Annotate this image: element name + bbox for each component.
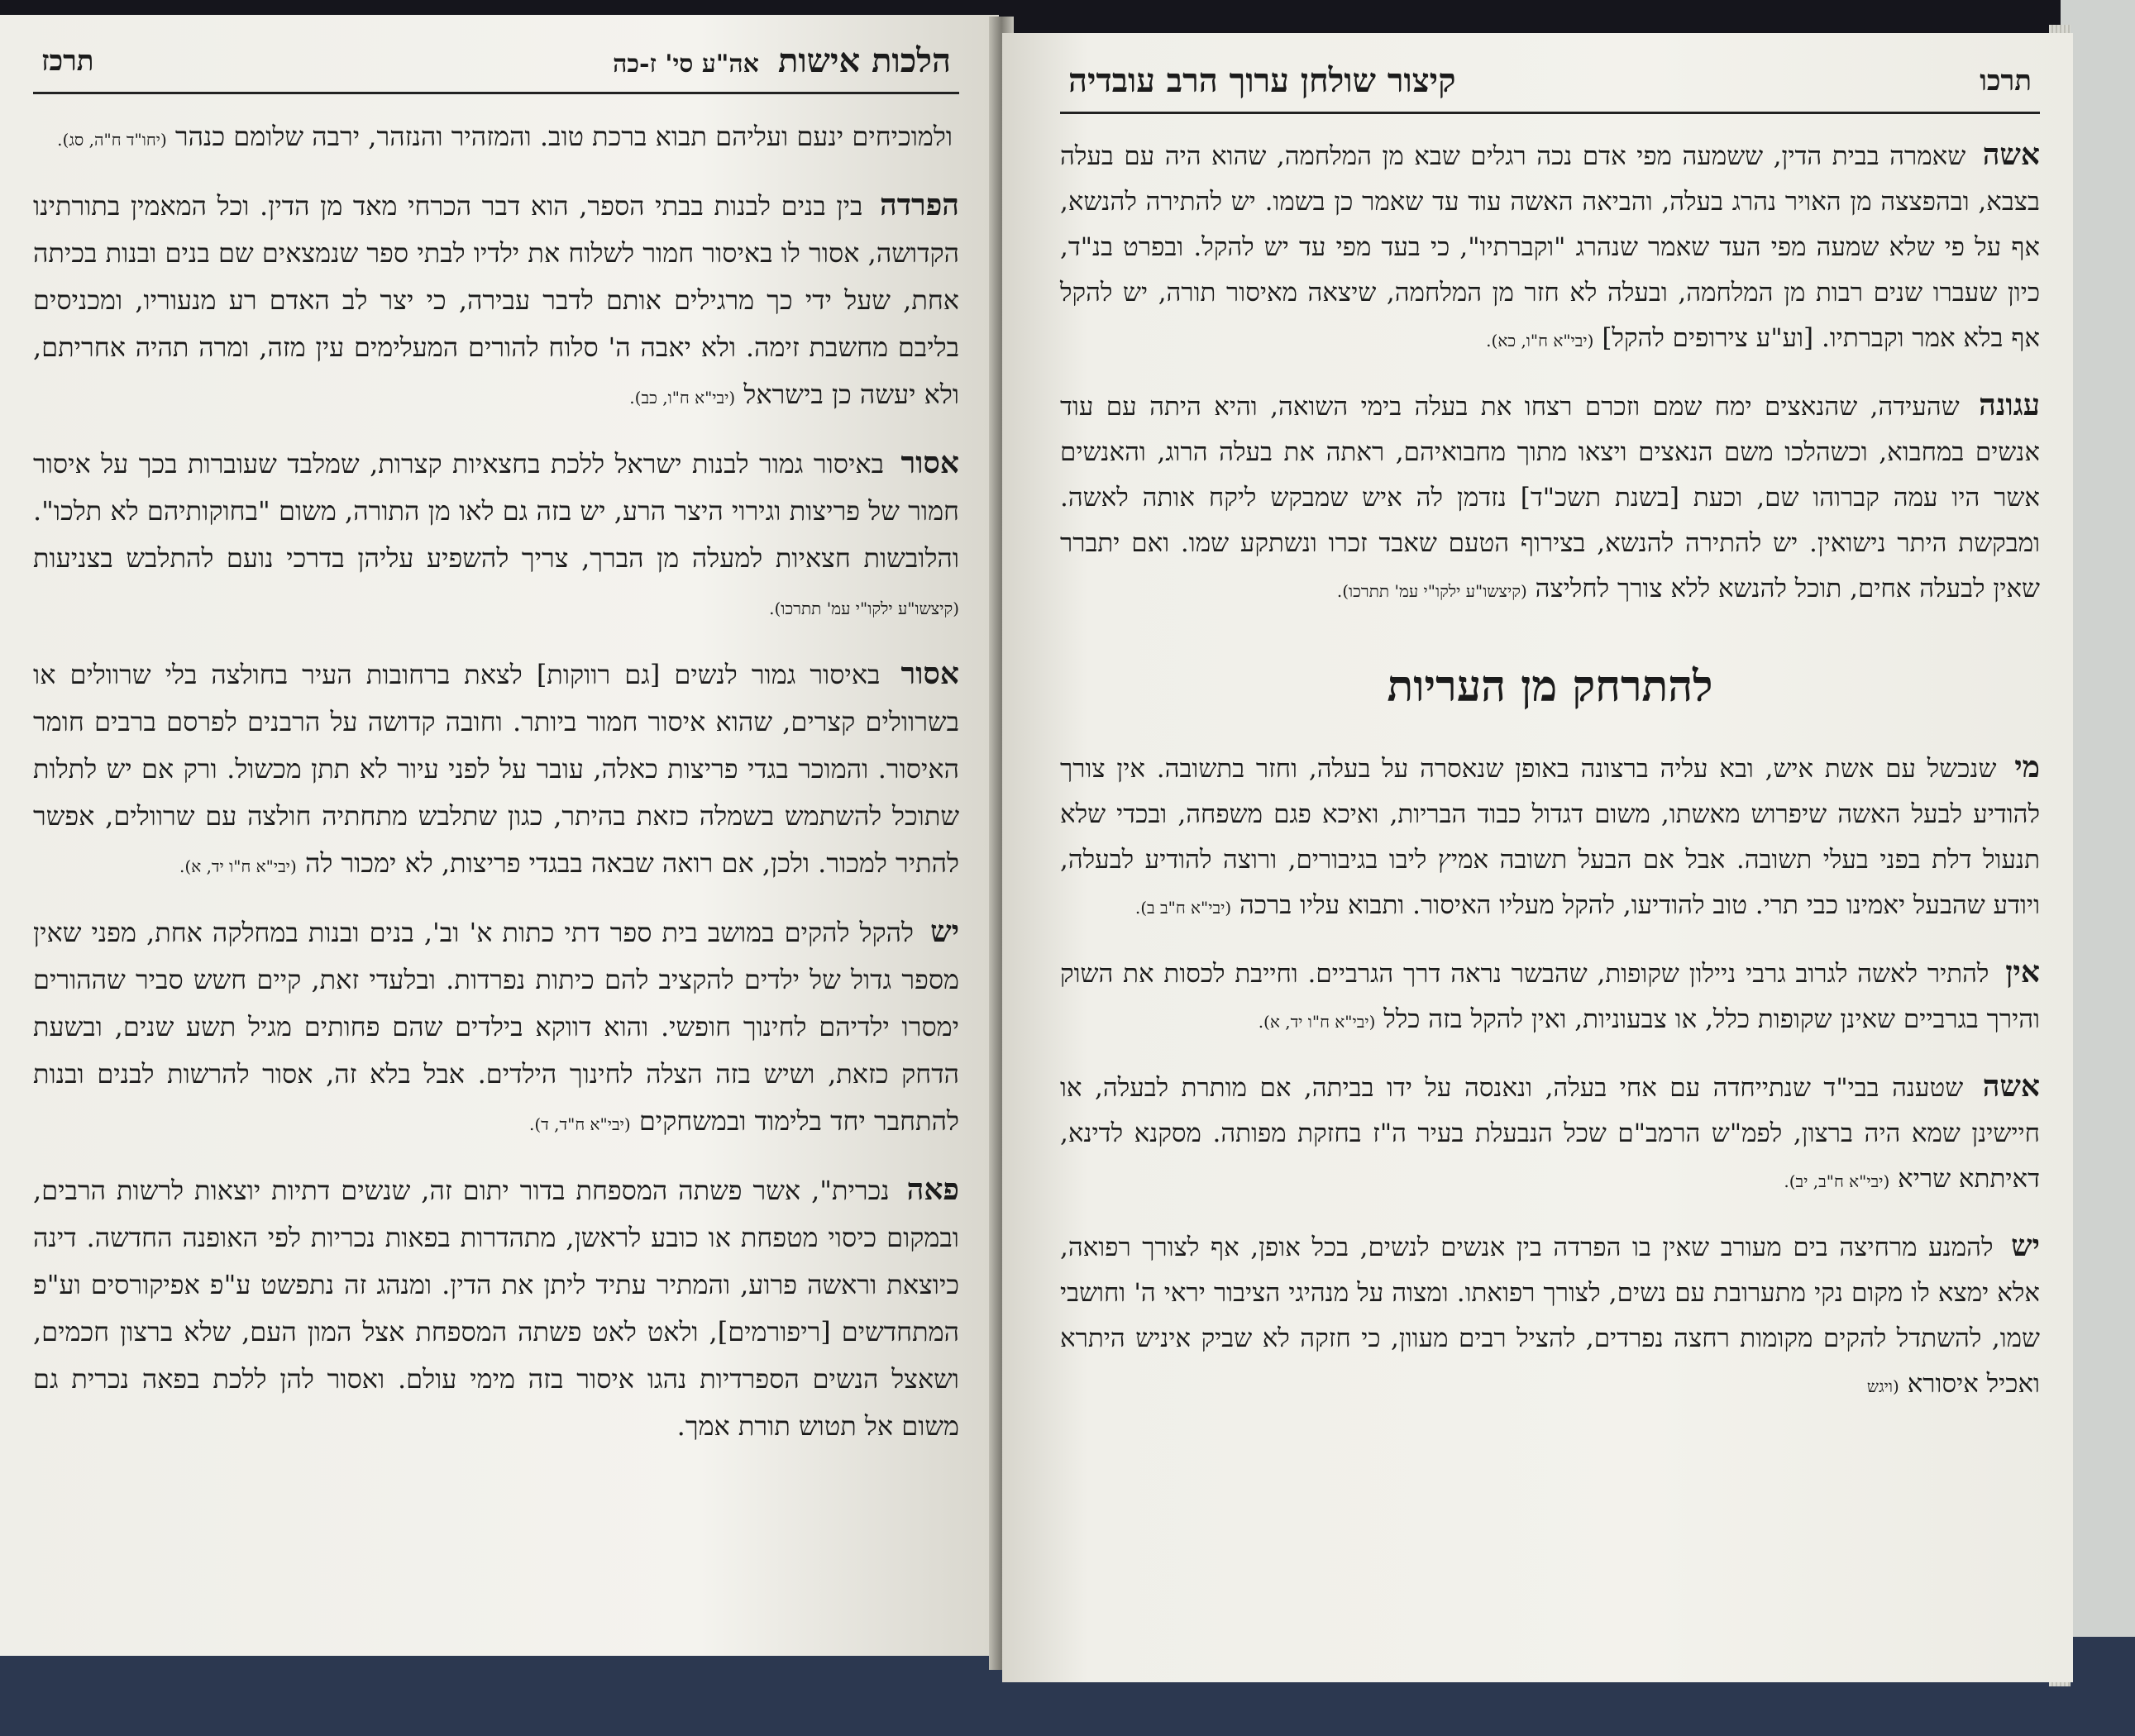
left-paragraph-6 xyxy=(33,1166,959,1450)
left-page-number: תרכז xyxy=(41,44,94,78)
paragraph-lead-word: הפרדה xyxy=(880,188,960,222)
paragraph-text: שהעידה, שהנאצים ימח שמם וזכרם רצחו את בעלה בימי השואה, והיא היתה עם עוד אנשים במחבוא, וכשהלכו משם הנאצים ויצאו מתוך מחבואיהם, ראתה את בעלה הרוג, והאנשים אשר היו עמה קברוהו שם, וכעת [בשנת תשכ"ד] נזדמן לה איש שמבקש ליקח אותה לאשה. ומבקשת היתר נישואין. יש להתירה להנשא, בצירוף הטעם שאבד זכרו ונשתקע שמו. ואם יתברר שאין לבעלה אחים, תוכל להנשא ללא צורך לחליצה xyxy=(1060,392,2040,603)
paragraph-source: (ויגש xyxy=(1866,1376,1899,1396)
right-paragraph-3 xyxy=(1060,745,2040,928)
left-running-title-group xyxy=(613,41,951,80)
paragraph-lead-word: אין xyxy=(2005,955,2040,990)
paragraph-source: (יבי"א ח"ב, יב). xyxy=(1784,1171,1890,1191)
paragraph-source: (יבי"א ח"ו, כא). xyxy=(1486,331,1594,351)
left-running-subtitle: אה"ע סי' ז-כה xyxy=(613,50,759,79)
paragraph-source: (יבי"א ח"ד, ד). xyxy=(529,1114,631,1134)
paragraph-text: להקל להקים במושב בית ספר דתי כתות א' וב', בנים ובנות במחלקה אחת, מפני שאין מספר גדול של ילדים להקציב להם כיתות נפרדות. ובלעדי זאת, קיים חשש סביר שההורים ימסרו ילדיהם לחינוך חופשי. והוא דווקא בילדים שהם פחותים מגיל תשע שנים, ובשעת הדחק כזאת, ושיש בזה הצלה לחינוך הילדים. אבל בלא זה, אסור להרשות לבנים ובנות להתחבר יחד בלימוד ובמשחקים xyxy=(33,917,960,1137)
right-running-title: קיצור שולחן ערוך הרב עובדיה xyxy=(1068,61,1456,100)
left-paragraph-1 xyxy=(33,112,959,160)
paragraph-source: (יבי"א ח"ו יד, א). xyxy=(1258,1012,1376,1032)
section-heading: להתרחק מן העריות xyxy=(1387,661,1713,712)
left-page-header xyxy=(33,41,959,94)
paragraph-lead-word: אשה xyxy=(1982,1069,2040,1104)
paragraph-text: שאמרה בבית הדין, ששמעה מפי אדם נכה רגלים שבא מן המלחמה, שהוא היה עם בעלה בצבא, ובהפצצה מן האויר נהרג בעלה, והביאה האשה עוד עד שאמר כן בשמו. יש להתירה להנשא, אף על פי שלא שמעה מפי העד שאמר שנהרג "וקברתיו", כי בעד מפי עד יש להקל. ובפרט בנ"ד, כיון שעברו שנים רבות מן המלחמה, ובעלה לא חזר מן המלחמה, שיצאה מאיסור תורה, יש להקל אף בלא אמר וקברתיו. [וע"ע צירופים להקל] xyxy=(1060,141,2040,353)
right-page xyxy=(1002,33,2073,1682)
paragraph-source: (קיצשו"ע ילקו"י עמ' תתרכו). xyxy=(769,599,959,618)
paragraph-lead-word: עגונה xyxy=(1979,388,2041,422)
paragraph-text: להתיר לאשה לגרוב גרבי ניילון שקופות, שהבשר נראה דרך הגרביים. וחייבת לכסות את השוק והירך בגרביים שאינן שקופות כלל, או צבעוניות, ואין להקל בזה כלל xyxy=(1060,959,2040,1034)
paragraph-source: (יבי"א ח"ב ב). xyxy=(1134,898,1232,918)
right-paragraph-6 xyxy=(1060,1223,2040,1407)
paragraph-lead-word: יש xyxy=(2011,1228,2040,1263)
right-paragraph-4 xyxy=(1060,950,2040,1042)
paragraph-lead-word: אסור xyxy=(900,656,960,691)
paragraph-text: ולמוכיחים ינעם ועליהם תבוא ברכת טוב. והמזהיר והנזהר, ירבה שלומם כנהר xyxy=(174,121,953,152)
left-paragraph-2 xyxy=(33,182,959,418)
paragraph-lead-word: יש xyxy=(930,914,960,949)
paragraph-lead-word: אשה xyxy=(1982,137,2040,172)
paragraph-lead-word: מי xyxy=(2014,750,2040,785)
paragraph-text: שנכשל עם אשת איש, ובא עליה ברצונה באופן שנאסרה על בעלה, וחזר בתשובה. אין צורך להודיע לבעל האשה שיפרוש מאשתו, משום דגדול כבוד הבריות, ואיכא פגם משפחה, ובכדי שלא תנעול דלת בפני בעלי תשובה. אבל אם הבעל תשובה אמיץ ליבו בגיבורים, ורוצה להודיע לבעלה, ויודע שהבעל יאמינו כבי תרי. טוב להודיעו, להקל מעליו האיסור. ותבוא עליו ברכה xyxy=(1060,754,2040,920)
left-running-title: הלכות אישות xyxy=(778,41,951,80)
paragraph-text: להמנע מרחיצה בים מעורב שאין בו הפרדה בין אנשים לנשים, בכל אופן, אף לצורך רפואה, אלא ימצא לו מקום נקי מתערובת עם נשים, לצורך רפואתו. ומצוה על מנהיגי הציבור יראי ה' וחושבי שמו, להשתדל להקים מקומות רחצה נפרדים, להציל רבים מעוון, כי חזקה לא שביק איניש היתרא ואכיל איסורא xyxy=(1060,1233,2040,1399)
left-page xyxy=(0,15,999,1656)
paragraph-source: (יחו"ד ח"ה, סג). xyxy=(57,130,167,150)
paragraph-text: באיסור גמור לנשים [גם רווקות] לצאת ברחובות העיר בחולצה בלי שרוולים או בשרוולים קצרים, שהוא איסור חמור ביותר. וחובה קדושה על הרבנים לפרסם ברבים חומר האיסור. והמוכר בגדי פריצות כאלה, עובר על לפני עיור לא תתן מכשול. ורק אם יש לתלות שתוכל להשתמש בשמלה כזאת בהיתר, כגון שתלבש מתחתיה חולצה עם שרוולים, אפשר להתיר למכור. ולכן, אם רואה שבאה בבגדי פריצות, לא ימכור לה xyxy=(33,659,960,879)
right-paragraph-2 xyxy=(1060,383,2040,612)
left-paragraph-3 xyxy=(33,440,959,629)
right-paragraph-1 xyxy=(1060,132,2040,361)
left-paragraph-5 xyxy=(33,909,959,1145)
right-paragraph-5 xyxy=(1060,1064,2040,1202)
paragraph-text: נכרית", אשר פשתה המספחת בדור יתום זה, שנשים דתיות יוצאות לרשות הרבים, ובמקום כיסוי מטפחת או כובע לראשן, מתהדרות בפאות נכריות לפי האופנה החדשה. דינה כיוצאת וראשה פרוע, והמתיר עתיד ליתן את הדין. ומנהג זה נתפשט ע"פ אפיקורסים וע"פ המתחדשים [ריפורמים], ולאט לאט פשתה המספחת אצל המון העם, שלא ברצון חכמים, ושאצל הנשים הספרדיות נהגו איסור בזה מימי עולם. ואסור להן ללכת בפאה נכרית גם משום אל תטוש תורת אמך. xyxy=(33,1175,959,1442)
paragraph-source: (קיצשו"ע ילקו"י עמ' תתרכו). xyxy=(1336,581,1527,601)
paragraph-lead-word: פאה xyxy=(906,1172,960,1207)
paragraph-text: בין בנים לבנות בבתי הספר, הוא דבר הכרחי מאד מן הדין. וכל המאמין בתורתינו הקדושה, אסור לו באיסור חמור לשלוח את ילדיו לבתי ספר שנמצאים שם בנים ובנות בכיתה אחת, שעל ידי כך מרגילים אותם לדבר עבירה, כי יצר לב האדם רע מנעוריו, ומכניסים בליבם מחשבת זימה. ולא יאבה ה' סלוח להורים המעלימים עין מזה, ומרה תהיה אחריתם, ולא יעשה כן בישראל xyxy=(33,190,959,410)
right-page-number: תרכו xyxy=(1980,64,2032,98)
right-page-header xyxy=(1060,61,2040,114)
paragraph-source: (יבי"א ח"ו, כב). xyxy=(629,388,736,408)
paragraph-lead-word: אסור xyxy=(900,446,960,480)
paragraph-text: באיסור גמור לבנות ישראל ללכת בחצאיות קצרות, שמלבד שעוברות בכך על איסור חמור של פריצות וגירוי היצר הרע, יש בזה גם לאו מן התורה, משום "בחוקותיהם לא תלכו". והלובשות חצאיות למעלה מן הברך, צריך להשפיע עליהן בדרכי נועם להתלבש בצניעות xyxy=(33,448,959,574)
paragraph-source: (יבי"א ח"ו יד, א). xyxy=(179,856,297,876)
left-paragraph-4 xyxy=(33,651,959,887)
paragraph-text: שטענה בבי"ד שנתייחדה עם אחי בעלה, ונאנסה על ידו בביתה, אם מותרת לבעלה, או חיישינן שמא היה ברצון, לפמ"ש הרמב"ם שכל הנבעלת בעיר ה"ז בחזקת מפותה. מסקנא לדינא, דאיתתא שריא xyxy=(1060,1073,2040,1194)
